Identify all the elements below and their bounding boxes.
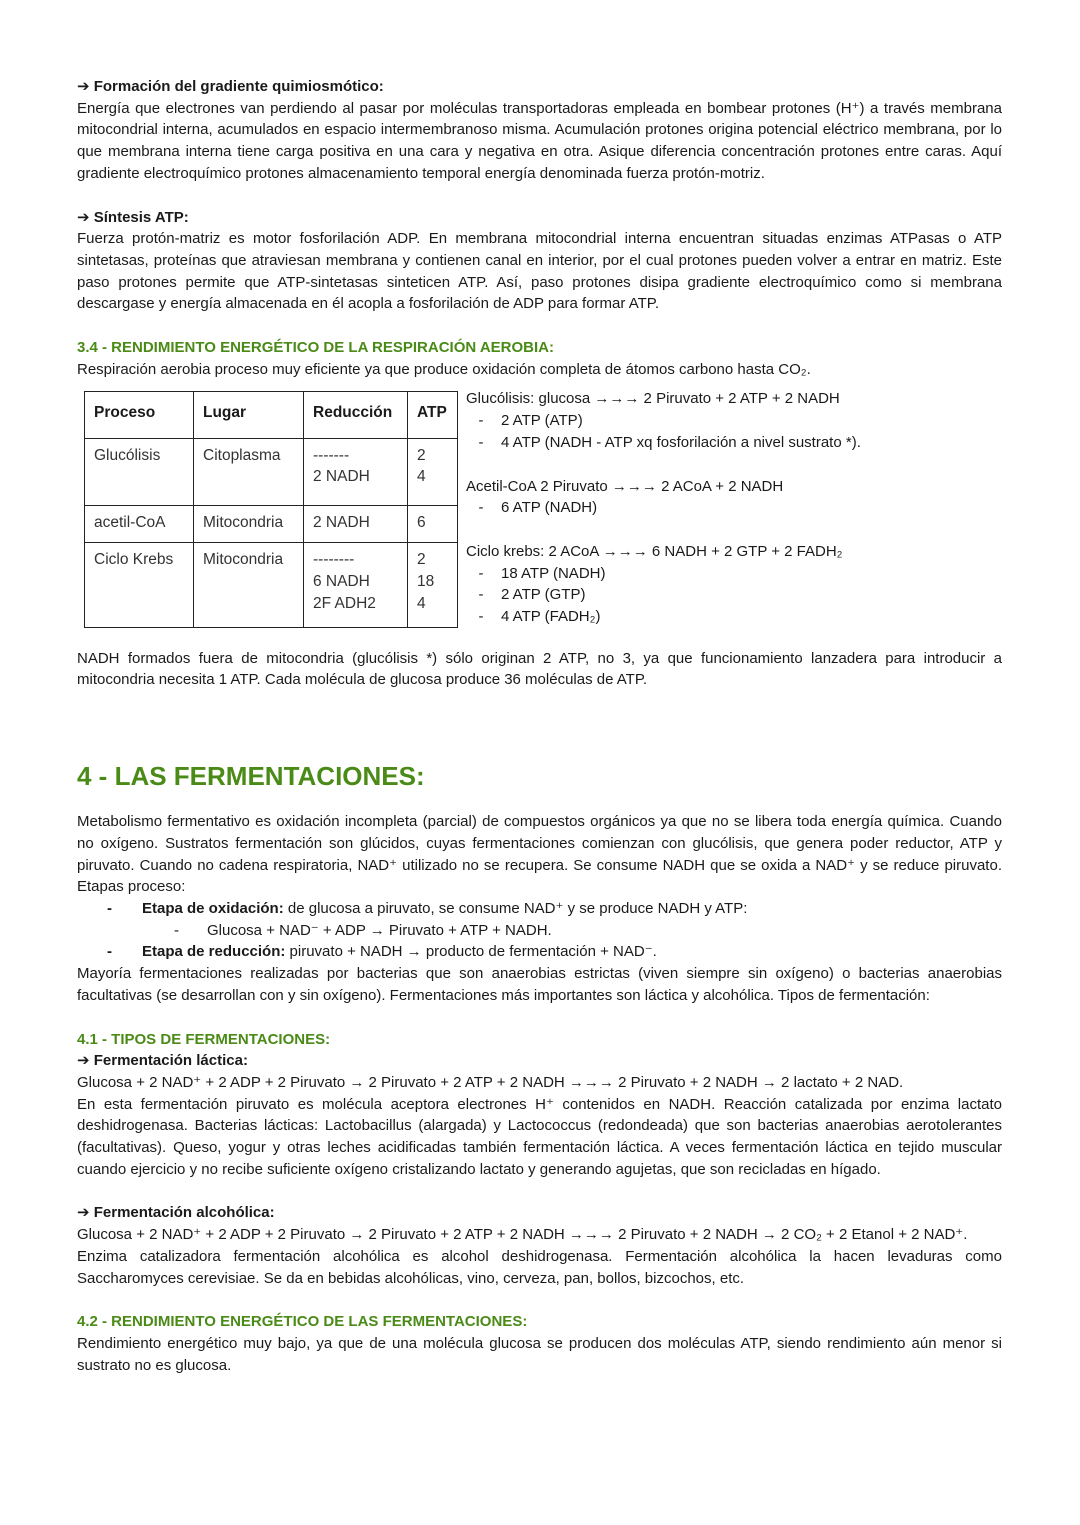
krebs-title: Ciclo krebs: 2 ACoA →→→ 6 NADH + 2 GTP + 2 FADH₂ — [466, 542, 843, 560]
atp-summary — [77, 391, 1002, 627]
cell-line: 18 — [417, 573, 435, 591]
document-page — [77, 76, 1002, 1376]
list-item: - 18 ATP (NADH) — [466, 563, 861, 585]
list-item-oxidacion: - Etapa de oxidación: de glucosa a piruvato, se consume NAD⁺ y se produce NADH y ATP: — [107, 899, 748, 917]
table-row — [85, 438, 458, 505]
table-cell: acetil-CoA — [85, 505, 194, 542]
table-cell — [304, 438, 408, 505]
cell-line: 4 — [417, 468, 426, 486]
atp-breakdown — [466, 388, 861, 627]
table-cell — [408, 438, 458, 505]
list-item: - 4 ATP (NADH - ATP xq fosforilación a nivel sustrato *). — [466, 432, 861, 454]
atp-table — [84, 391, 458, 627]
table-cell — [408, 505, 458, 542]
equation-lactica: Glucosa + 2 NAD⁺ + 2 ADP + 2 Piruvato → 2 Piruvato + 2 ATP + 2 NADH →→→ 2 Piruvato + 2 NADH → 2 lactato + 2 NAD. — [77, 1073, 904, 1091]
cell-line: 6 — [417, 513, 426, 531]
cell-line: 2F ADH2 — [313, 594, 376, 612]
paragraph-gradiente: Energía que electrones van perdiendo al pasar por moléculas transportadoras empleada en bombear protones (H⁺) a través membrana mitocondrial interna, acumulados en espacio intermembranoso misma. Acumulación protones origina potencial eléctrico membrana, por lo que membrana interna tiene carga positiva en una cara y negativa en otra. Asique diferencia concentración protones entre caras. Aquí gradiente electroquímico protones almacenamiento temporal energía denominada fuerza protón-motriz. — [77, 99, 1002, 182]
list-item-oxidacion-eq: - Glucosa + NAD⁻ + ADP → Piruvato + ATP + NADH. — [174, 921, 552, 939]
paragraph-rendimiento-fermentaciones: Rendimiento energético muy bajo, ya que de una molécula glucosa se producen dos moléculas ATP, siendo rendimiento aún menor si sustrato no es glucosa. — [77, 1334, 1002, 1374]
section-title-4-1: 4.1 - TIPOS DE FERMENTACIONES: — [77, 1030, 331, 1048]
table-cell — [304, 505, 408, 542]
glucolisis-title: Glucólisis: glucosa →→→ 2 Piruvato + 2 ATP + 2 NADH — [466, 390, 840, 408]
heading-lactica: ➔ Fermentación láctica: — [77, 1052, 248, 1070]
cell-line: 6 NADH — [313, 573, 370, 591]
paragraph-respiracion: Respiración aerobia proceso muy eficiente ya que produce oxidación completa de átomos carbono hasta CO₂. — [77, 360, 811, 378]
section-title-4: 4 - LAS FERMENTACIONES: — [77, 761, 425, 792]
equation-alcoholica: Glucosa + 2 NAD⁺ + 2 ADP + 2 Piruvato → 2 Piruvato + 2 ATP + 2 NADH →→→ 2 Piruvato + 2 NADH → 2 CO₂ + 2 Etanol + 2 NAD⁺. — [77, 1226, 968, 1244]
paragraph-tipos-intro: Mayoría fermentaciones realizadas por bacterias que son anaerobias estrictas (viven siempre sin oxígeno) o bacterias anaerobias facultativas (se desarrollan con y sin oxígeno). Fermentaciones más importantes son láctica y alcohólica. Tipos de fermentación: — [77, 965, 1002, 1004]
section-title-4-2: 4.2 - RENDIMIENTO ENERGÉTICO DE LAS FERMENTACIONES: — [77, 1313, 528, 1331]
list-item-reduccion: - Etapa de reducción: piruvato + NADH → producto de fermentación + NAD⁻. — [107, 943, 657, 961]
acetil-block — [466, 476, 861, 519]
heading-gradiente: ➔ Formación del gradiente quimiosmótico: — [77, 78, 384, 95]
list-item: - 4 ATP (FADH₂) — [466, 606, 861, 628]
table-header-row — [85, 392, 458, 438]
cell-line: 4 — [417, 594, 426, 612]
table-cell: Glucólisis — [85, 438, 194, 505]
table-row — [85, 505, 458, 542]
table-cell: Citoplasma — [194, 438, 304, 505]
acetil-title: Acetil-CoA 2 Piruvato →→→ 2 ACoA + 2 NADH — [466, 477, 784, 495]
cell-line: 2 — [417, 551, 426, 569]
paragraph-nadh-note: NADH formados fuera de mitocondria (glucólisis *) sólo originan 2 ATP, no 3, ya que funcionamiento lanzadera para introducir a mitocondria necesita 1 ATP. Cada molécula de glucosa produce 36 moléculas de ATP. — [77, 649, 1002, 689]
table-header: Proceso — [85, 392, 194, 438]
list-item: - 2 ATP (ATP) — [466, 410, 861, 432]
paragraph-lactica: En esta fermentación piruvato es molécula aceptora electrones H⁺ contenidos en NADH. Reacción catalizada por enzima lactato deshidrogenasa. Bacterias lácticas: Lactobacillus (alargada) y Lactococcus (redondeada) que son bacterias anaerobias aerotolerantes (facultativas). Queso, yogur y otras leches acidificadas también fermentación láctica. A veces fermentación láctica en tejido muscular cuando ejercicio y no recibe suficiente oxígeno cristalizando lactato y generando agujetas, que son recicladas en hígado. — [77, 1095, 1002, 1178]
table-cell — [408, 543, 458, 627]
heading-sintesis-atp: ➔ Síntesis ATP: — [77, 208, 189, 226]
table-row — [85, 543, 458, 627]
heading-alcoholica: ➔ Fermentación alcohólica: — [77, 1204, 275, 1222]
list-item: - 6 ATP (NADH) — [466, 497, 861, 519]
table-cell: Ciclo Krebs — [85, 543, 194, 627]
table-header: Reducción — [304, 392, 408, 438]
paragraph-alcoholica: Enzima catalizadora fermentación alcohólica es alcohol deshidrogenasa. Fermentación alcohólica la hacen levaduras como Saccharomyces cerevisiae. Se da en bebidas alcohólicas, vino, cerveza, pan, bollos, bizcochos, etc. — [77, 1247, 1002, 1287]
glucolisis-block — [466, 388, 861, 453]
table-cell — [304, 543, 408, 627]
table-header: ATP — [408, 392, 458, 438]
krebs-block — [466, 541, 861, 628]
table-cell: Mitocondria — [194, 543, 304, 627]
cell-line: -------- — [313, 551, 355, 569]
table-header: Lugar — [194, 392, 304, 438]
paragraph-fermentaciones: Metabolismo fermentativo es oxidación incompleta (parcial) de compuestos orgánicos ya que no se libera toda energía química. Cuando no oxígeno. Sustratos fermentación son glúcidos, cuyas fermentaciones comienzan con glucólisis, que genera poder reductor, ATP y piruvato. Cuando no cadena respiratoria, NAD⁺ utilizado no se recupera. Se consume NADH que se oxida a NAD⁺ y se reduce piruvato. Etapas proceso: — [77, 813, 1002, 896]
paragraph-sintesis-atp: Fuerza protón-matriz es motor fosforilación ADP. En membrana mitocondrial interna encuentran situadas enzimas ATPasas o ATP sintetasas, proteínas que atraviesan membrana y contienen canal en interior, por el cual protones pueden volver a entrar en matriz. Este paso protones permite que ATP-sintetasas sinteticen ATP. Así, paso protones disipa gradiente electroquímico como si membrana descargase y energía almacenada en él acopla a fosforilación de ADP para formar ATP. — [77, 230, 1002, 313]
section-title-3-4: 3.4 - RENDIMIENTO ENERGÉTICO DE LA RESPIRACIÓN AEROBIA: — [77, 339, 554, 357]
cell-line: ------- — [313, 446, 350, 464]
list-item: - 2 ATP (GTP) — [466, 584, 861, 606]
table-cell: Mitocondria — [194, 505, 304, 542]
cell-line: 2 NADH — [313, 468, 370, 486]
cell-line: 2 — [417, 446, 426, 464]
cell-line: 2 NADH — [313, 513, 370, 531]
